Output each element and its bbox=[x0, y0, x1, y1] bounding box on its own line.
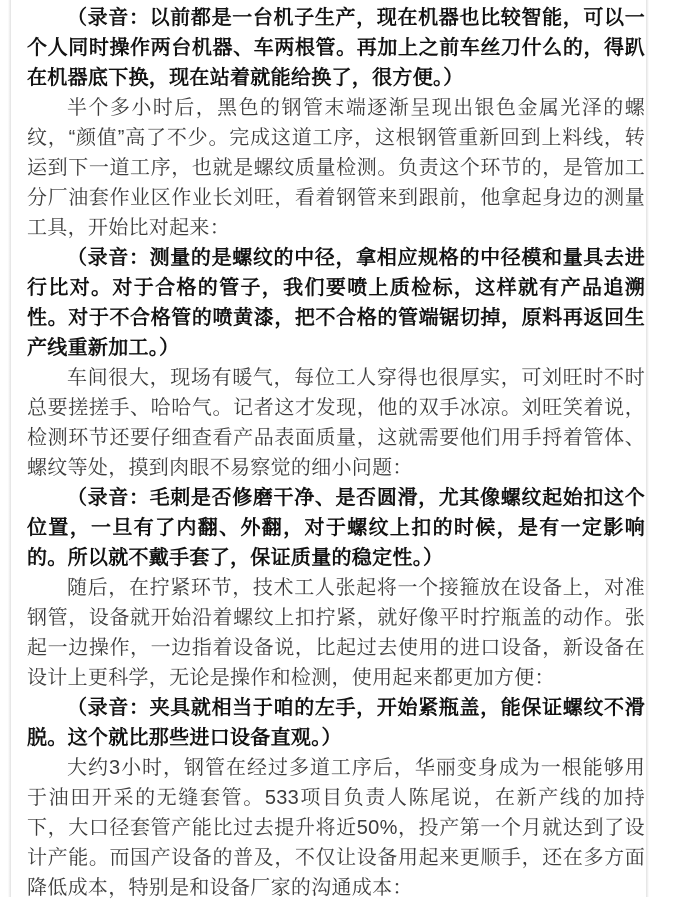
narration-paragraph-4: 大约3小时，钢管在经过多道工序后，华丽变身成为一根能够用于油田开采的无缝套管。533项目负责人陈尾说，在新产线的加持下，大口径套管产能比过去提升将近50%，投产第一个月就达到了设计产能。而国产设备的普及，不仅让设备用起来更顺手，还在多方面降低成本，特别是和设备厂家的沟通成本： bbox=[27, 757, 645, 899]
narration-paragraph-1: 半个多小时后，黑色的钢管末端逐渐呈现出银色金属光泽的螺纹，“颜值”高了不少。完成这道工序，这根钢管重新回到上料线，转运到下一道工序，也就是螺纹质量检测。负责这个环节的，是管加工分厂油套作业区作业长刘旺，看着钢管来到跟前，他拿起身边的测量工具，开始比对起来： bbox=[27, 97, 645, 239]
recording-quote-paragraph-2: （录音：测量的是螺纹的中径，拿相应规格的中径模和量具去进行比对。对于合格的管子，我们要喷上质检标，这样就有产品追溯性。对于不合格管的喷黄漆，把不合格的管端锯切掉，原料再返回生产线重新加工。） bbox=[27, 247, 645, 359]
article-body bbox=[27, 3, 645, 903]
page-edge-left bbox=[8, 0, 11, 897]
recording-quote-paragraph-4: （录音：夹具就相当于咱的左手，开始紧瓶盖，能保证螺纹不滑脱。这个就比那些进口设备直观。） bbox=[27, 697, 645, 749]
narration-paragraph-3: 随后，在拧紧环节，技术工人张起将一个接箍放在设备上，对准钢管，设备就开始沿着螺纹上扣拧紧，就好像平时拧瓶盖的动作。张起一边操作，一边指着设备说，比起过去使用的进口设备，新设备在设计上更科学，无论是操作和检测，使用起来都更加方便： bbox=[27, 577, 645, 689]
recording-quote-paragraph-1: （录音：以前都是一台机子生产，现在机器也比较智能，可以一个人同时操作两台机器、车两根管。再加上之前车丝刀什么的，得趴在机器底下换，现在站着就能给换了，很方便。） bbox=[27, 7, 645, 89]
narration-paragraph-2: 车间很大，现场有暖气，每位工人穿得也很厚实，可刘旺时不时总要搓搓手、哈哈气。记者这才发现，他的双手冰凉。刘旺笑着说，检测环节还要仔细查看产品表面质量，这就需要他们用手捋着管体、螺纹等处，摸到肉眼不易察觉的细小问题： bbox=[27, 367, 645, 479]
recording-quote-paragraph-3: （录音：毛刺是否修磨干净、是否圆滑，尤其像螺纹起始扣这个位置，一旦有了内翻、外翻，对于螺纹上扣的时候，是有一定影响的。所以就不戴手套了，保证质量的稳定性。） bbox=[27, 487, 645, 569]
page-edge-right bbox=[646, 0, 649, 897]
